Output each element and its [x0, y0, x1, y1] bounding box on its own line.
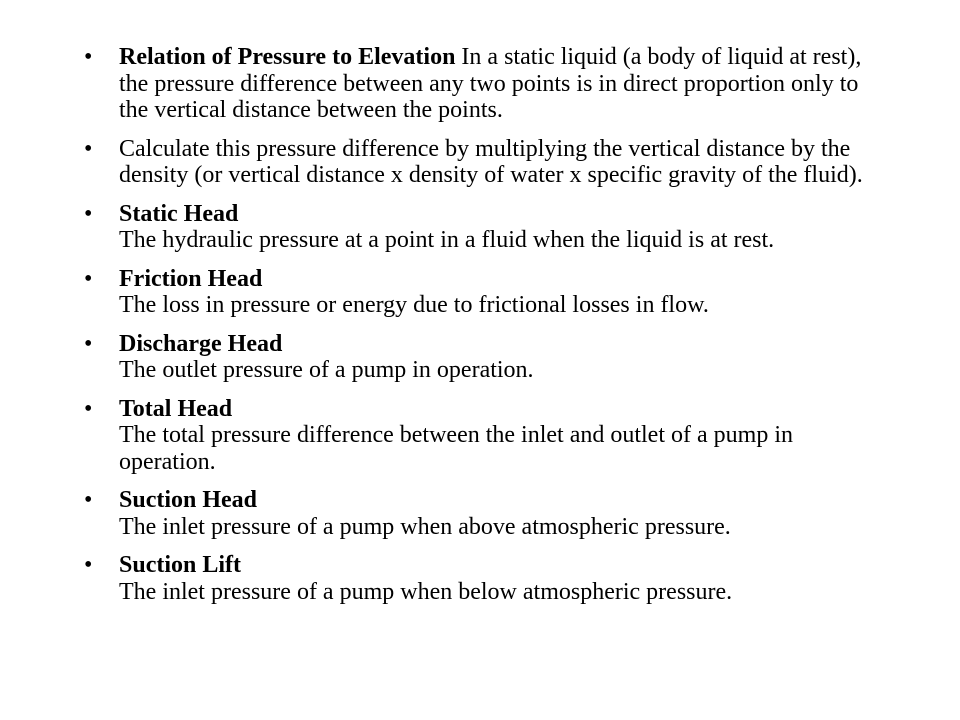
- bullet-item-suction-lift: [84, 552, 884, 605]
- bullet-item-suction-head: [84, 487, 884, 540]
- term-description: The hydraulic pressure at a point in a fluid when the liquid is at rest.: [119, 227, 775, 253]
- bullet-icon: •: [84, 200, 93, 227]
- term-description: The inlet pressure of a pump when above atmospheric pressure.: [119, 513, 731, 540]
- bullet-icon: •: [84, 135, 93, 162]
- bullet-item-static-head: [84, 201, 884, 254]
- term-label: Suction Lift: [119, 552, 242, 578]
- term-label: Suction Head: [119, 487, 258, 513]
- bullet-icon: •: [84, 552, 93, 578]
- term-label: Static Head: [119, 200, 239, 227]
- term-label: Total Head: [119, 395, 233, 422]
- bullet-icon: •: [84, 44, 93, 70]
- term-description: The loss in pressure or energy due to frictional losses in flow.: [119, 292, 709, 318]
- bullet-item-calculate: [84, 136, 884, 189]
- bullet-list: [84, 44, 884, 617]
- item-text: Calculate this pressure difference by multiplying the vertical distance by the density (or vertical distance x density of water x specific gravity of the fluid).: [119, 135, 863, 188]
- bullet-icon: •: [84, 330, 93, 357]
- term-label: Relation of Pressure to Elevation: [119, 44, 456, 70]
- term-description: The inlet pressure of a pump when below atmospheric pressure.: [119, 578, 733, 605]
- bullet-item-pressure-elevation: [84, 44, 884, 124]
- bullet-icon: •: [84, 265, 93, 292]
- term-description: In a static liquid (a body of liquid at rest), the pressure difference between any two points is in direct proportion only to the vertical distance between the points.: [119, 44, 862, 123]
- term-label: Discharge Head: [119, 330, 283, 357]
- bullet-item-total-head: [84, 396, 884, 476]
- term-description: The total pressure difference between the inlet and outlet of a pump in operation.: [119, 422, 793, 475]
- term-label: Friction Head: [119, 265, 263, 292]
- bullet-item-discharge-head: [84, 331, 884, 384]
- term-description: The outlet pressure of a pump in operation.: [119, 357, 534, 383]
- bullet-icon: •: [84, 395, 93, 422]
- bullet-item-friction-head: [84, 266, 884, 319]
- bullet-icon: •: [84, 487, 93, 513]
